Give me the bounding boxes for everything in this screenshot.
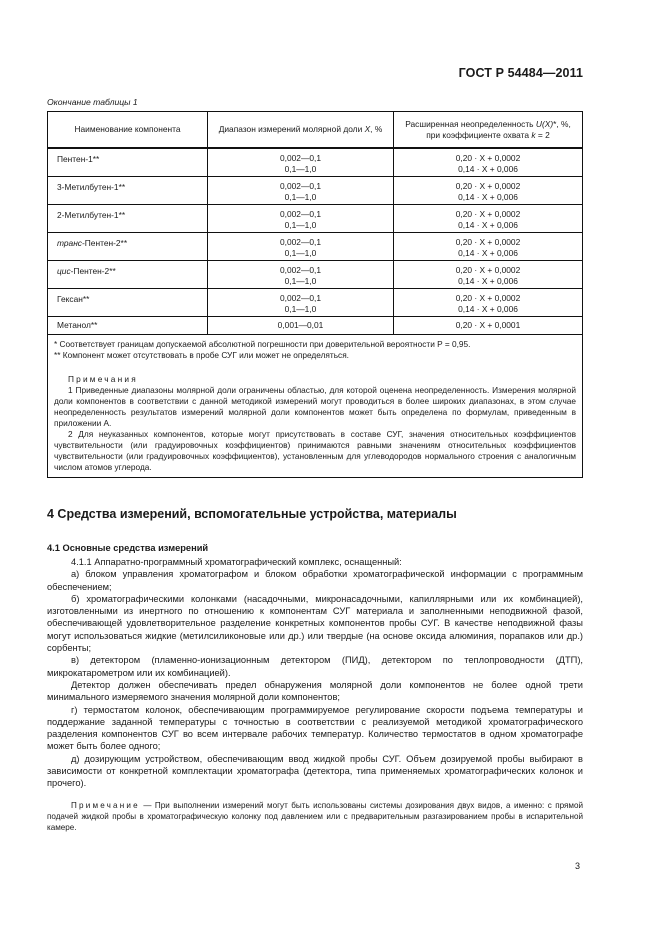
uncertainty-cell <box>394 289 583 317</box>
range-value: 0,002—0,1 <box>280 209 321 219</box>
variable-k: k <box>531 129 536 140</box>
header-text: *, %, <box>553 118 571 129</box>
uncertainty-cell <box>394 205 583 233</box>
uncertainty-cell <box>394 177 583 205</box>
component-name <box>48 177 208 205</box>
subsection-heading: 4.1 Основные средства измерений <box>47 543 209 553</box>
column-header-uncertainty <box>394 112 583 149</box>
variable-ux: U(X) <box>535 118 554 129</box>
range-cell <box>208 289 394 317</box>
range-value: 0,001—0,01 <box>277 320 324 330</box>
component-name <box>48 148 208 177</box>
notes-title: Примечания <box>68 374 138 384</box>
table-row <box>48 261 583 289</box>
table-row <box>48 177 583 205</box>
table-header-row <box>48 112 583 149</box>
name-prefix: транс <box>57 238 82 248</box>
uncertainty-value: 0,20 · X + 0,0002 <box>455 181 521 191</box>
uncertainty-value: 0,14 · X + 0,006 <box>458 247 518 258</box>
range-value: 0,1—1,0 <box>284 219 317 230</box>
range-cell <box>208 177 394 205</box>
header-text: = 2 <box>535 129 550 140</box>
components-table <box>47 111 583 478</box>
uncertainty-value: 0,14 · X + 0,006 <box>458 191 518 202</box>
uncertainty-value: 0,20 · X + 0,0002 <box>455 265 521 275</box>
uncertainty-value: 0,20 · X + 0,0002 <box>455 153 521 163</box>
name-text: Метанол** <box>57 320 98 330</box>
component-name <box>48 289 208 317</box>
paragraph: 4.1.1 Аппаратно-программный хроматографический комплекс, оснащенный: <box>71 557 402 567</box>
table-row <box>48 148 583 177</box>
range-value: 0,002—0,1 <box>280 153 321 163</box>
name-text: 3-Метилбутен-1** <box>57 182 126 192</box>
range-value: 0,1—1,0 <box>284 191 317 202</box>
range-value: 0,002—0,1 <box>280 265 321 275</box>
component-name <box>48 317 208 335</box>
range-value: 0,1—1,0 <box>284 163 317 174</box>
name-text: 2-Метилбутен-1** <box>57 210 126 220</box>
table-caption: Окончание таблицы 1 <box>47 97 138 107</box>
component-name <box>48 233 208 261</box>
variable-x: X <box>364 124 371 134</box>
range-value: 0,1—1,0 <box>284 303 317 314</box>
section-heading: 4 Средства измерений, вспомогательные устройства, материалы <box>47 507 457 521</box>
note-2: 2 Для неуказанных компонентов, которые могут присутствовать в составе СУГ, значения относительных коэффициентов чувствительности (или градуировочных коэффициентов) принимаются равными значениям относительных коэффициентов чувствительности (или градуировочных коэффициентов), установленным для углеводородов нормального строения с аналогичным числом атомов углерода. <box>54 429 576 472</box>
uncertainty-value: 0,14 · X + 0,006 <box>458 303 518 314</box>
uncertainty-value: 0,20 · X + 0,0002 <box>455 209 521 219</box>
section-body <box>47 556 583 790</box>
table-row <box>48 233 583 261</box>
table-notes-cell <box>48 335 583 478</box>
component-name <box>48 261 208 289</box>
header-text: Диапазон измерений молярной доли <box>218 124 365 134</box>
range-cell <box>208 148 394 177</box>
note-text: — При выполнении измерений могут быть использованы системы дозирования двух видов, а именно: с прямой подачей жидкой пробы в хроматографическую колонку под давлением или с предварительным разгазированием пробы в испарительной камере. <box>47 801 583 832</box>
uncertainty-value: 0,20 · X + 0,0001 <box>455 320 521 330</box>
header-text: при коэффициенте охвата <box>426 129 532 140</box>
paragraph: а) блоком управления хроматографом и блоком обработки хроматографической информации с программным обеспечением; <box>47 569 583 592</box>
range-value: 0,002—0,1 <box>280 237 321 247</box>
table-row <box>48 205 583 233</box>
section-note <box>47 800 583 833</box>
uncertainty-cell <box>394 148 583 177</box>
name-prefix: цис <box>57 266 71 276</box>
column-header-range <box>208 112 394 149</box>
name-text: -Пентен-2** <box>70 266 116 276</box>
document-id-header: ГОСТ Р 54484—2011 <box>458 66 583 80</box>
page-number: 3 <box>575 861 581 871</box>
note-1: 1 Приведенные диапазоны молярной доли ограничены областью, для которой оценена неопределенность. Измерения молярной доли компонентов в соответствии с данной методикой измерений могут проводиться в более широких диапазонах, в этом случае неопределенность результатов измерений молярной доли компонентов может быть определена по формулам, приведенным в приложении А. <box>54 385 576 428</box>
header-text: , % <box>370 124 383 134</box>
name-text: Гексан** <box>57 294 90 304</box>
name-text: -Пентен-2** <box>82 238 128 248</box>
header-text: Расширенная неопределенность <box>405 118 536 129</box>
range-value: 0,1—1,0 <box>284 247 317 258</box>
range-value: 0,002—0,1 <box>280 293 321 303</box>
paragraph: д) дозирующим устройством, обеспечивающим ввод жидкой пробы СУГ. Объем дозируемой пробы выбирают в зависимости от конкретной комплектации хроматографа (детектора, типа применяемых хроматографических колонок и прочего). <box>47 753 583 789</box>
uncertainty-value: 0,14 · X + 0,006 <box>458 219 518 230</box>
footnote-1: * Соответствует границам допускаемой абсолютной погрешности при доверительной вероятности P = 0,95. <box>54 339 471 349</box>
uncertainty-cell <box>394 233 583 261</box>
column-header-component: Наименование компонента <box>48 112 208 149</box>
paragraph: б) хроматографическими колонками (насадочными, микронасадочными, капиллярными или их комбинацией), изготовленными из инертного по отношению к компонентам СУГ материала и заполненными неподвижной фазой, обеспечивающей удовлетворительное разделение конкретных компонентов пробы СУГ. В качестве неподвижной фазы могут использоваться жидкие (метилсиликоновые или др.) или твердые (на основе оксида алюминия, порапаков или др.) сорбенты; <box>47 593 583 654</box>
footnote-2: ** Компонент может отсутствовать в пробе СУГ или может не определяться. <box>54 350 349 360</box>
paragraph: г) термостатом колонок, обеспечивающим программируемое регулирование скорости подъема температуры и поддержание заданной температуры с точностью в соответствии с реализуемой методикой хроматографического разделения компонентов СУГ во всем интервале рабочих температур. Количество термостатов в одном хроматографе может быть более одного; <box>47 704 583 752</box>
range-value: 0,1—1,0 <box>284 275 317 286</box>
range-cell <box>208 261 394 289</box>
uncertainty-cell <box>394 317 583 335</box>
uncertainty-value: 0,14 · X + 0,006 <box>458 275 518 286</box>
note-label: Примечание <box>71 801 140 810</box>
range-cell <box>208 317 394 335</box>
range-cell <box>208 233 394 261</box>
range-cell <box>208 205 394 233</box>
range-value: 0,002—0,1 <box>280 181 321 191</box>
table-row <box>48 317 583 335</box>
table-footer-row <box>48 335 583 478</box>
table-row <box>48 289 583 317</box>
uncertainty-value: 0,20 · X + 0,0002 <box>455 237 521 247</box>
paragraph: в) детектором (пламенно-ионизационным детектором (ПИД), детектором по теплопроводности (ДТП), микрокатарометром или их комбинацией). <box>47 655 583 678</box>
component-name <box>48 205 208 233</box>
paragraph: Детектор должен обеспечивать предел обнаружения молярной доли компонентов не более одной трети минимального измеряемого значения молярной доли компонентов; <box>47 679 583 703</box>
uncertainty-cell <box>394 261 583 289</box>
uncertainty-value: 0,14 · X + 0,006 <box>458 163 518 174</box>
name-text: Пентен-1** <box>57 154 100 164</box>
uncertainty-value: 0,20 · X + 0,0002 <box>455 293 521 303</box>
